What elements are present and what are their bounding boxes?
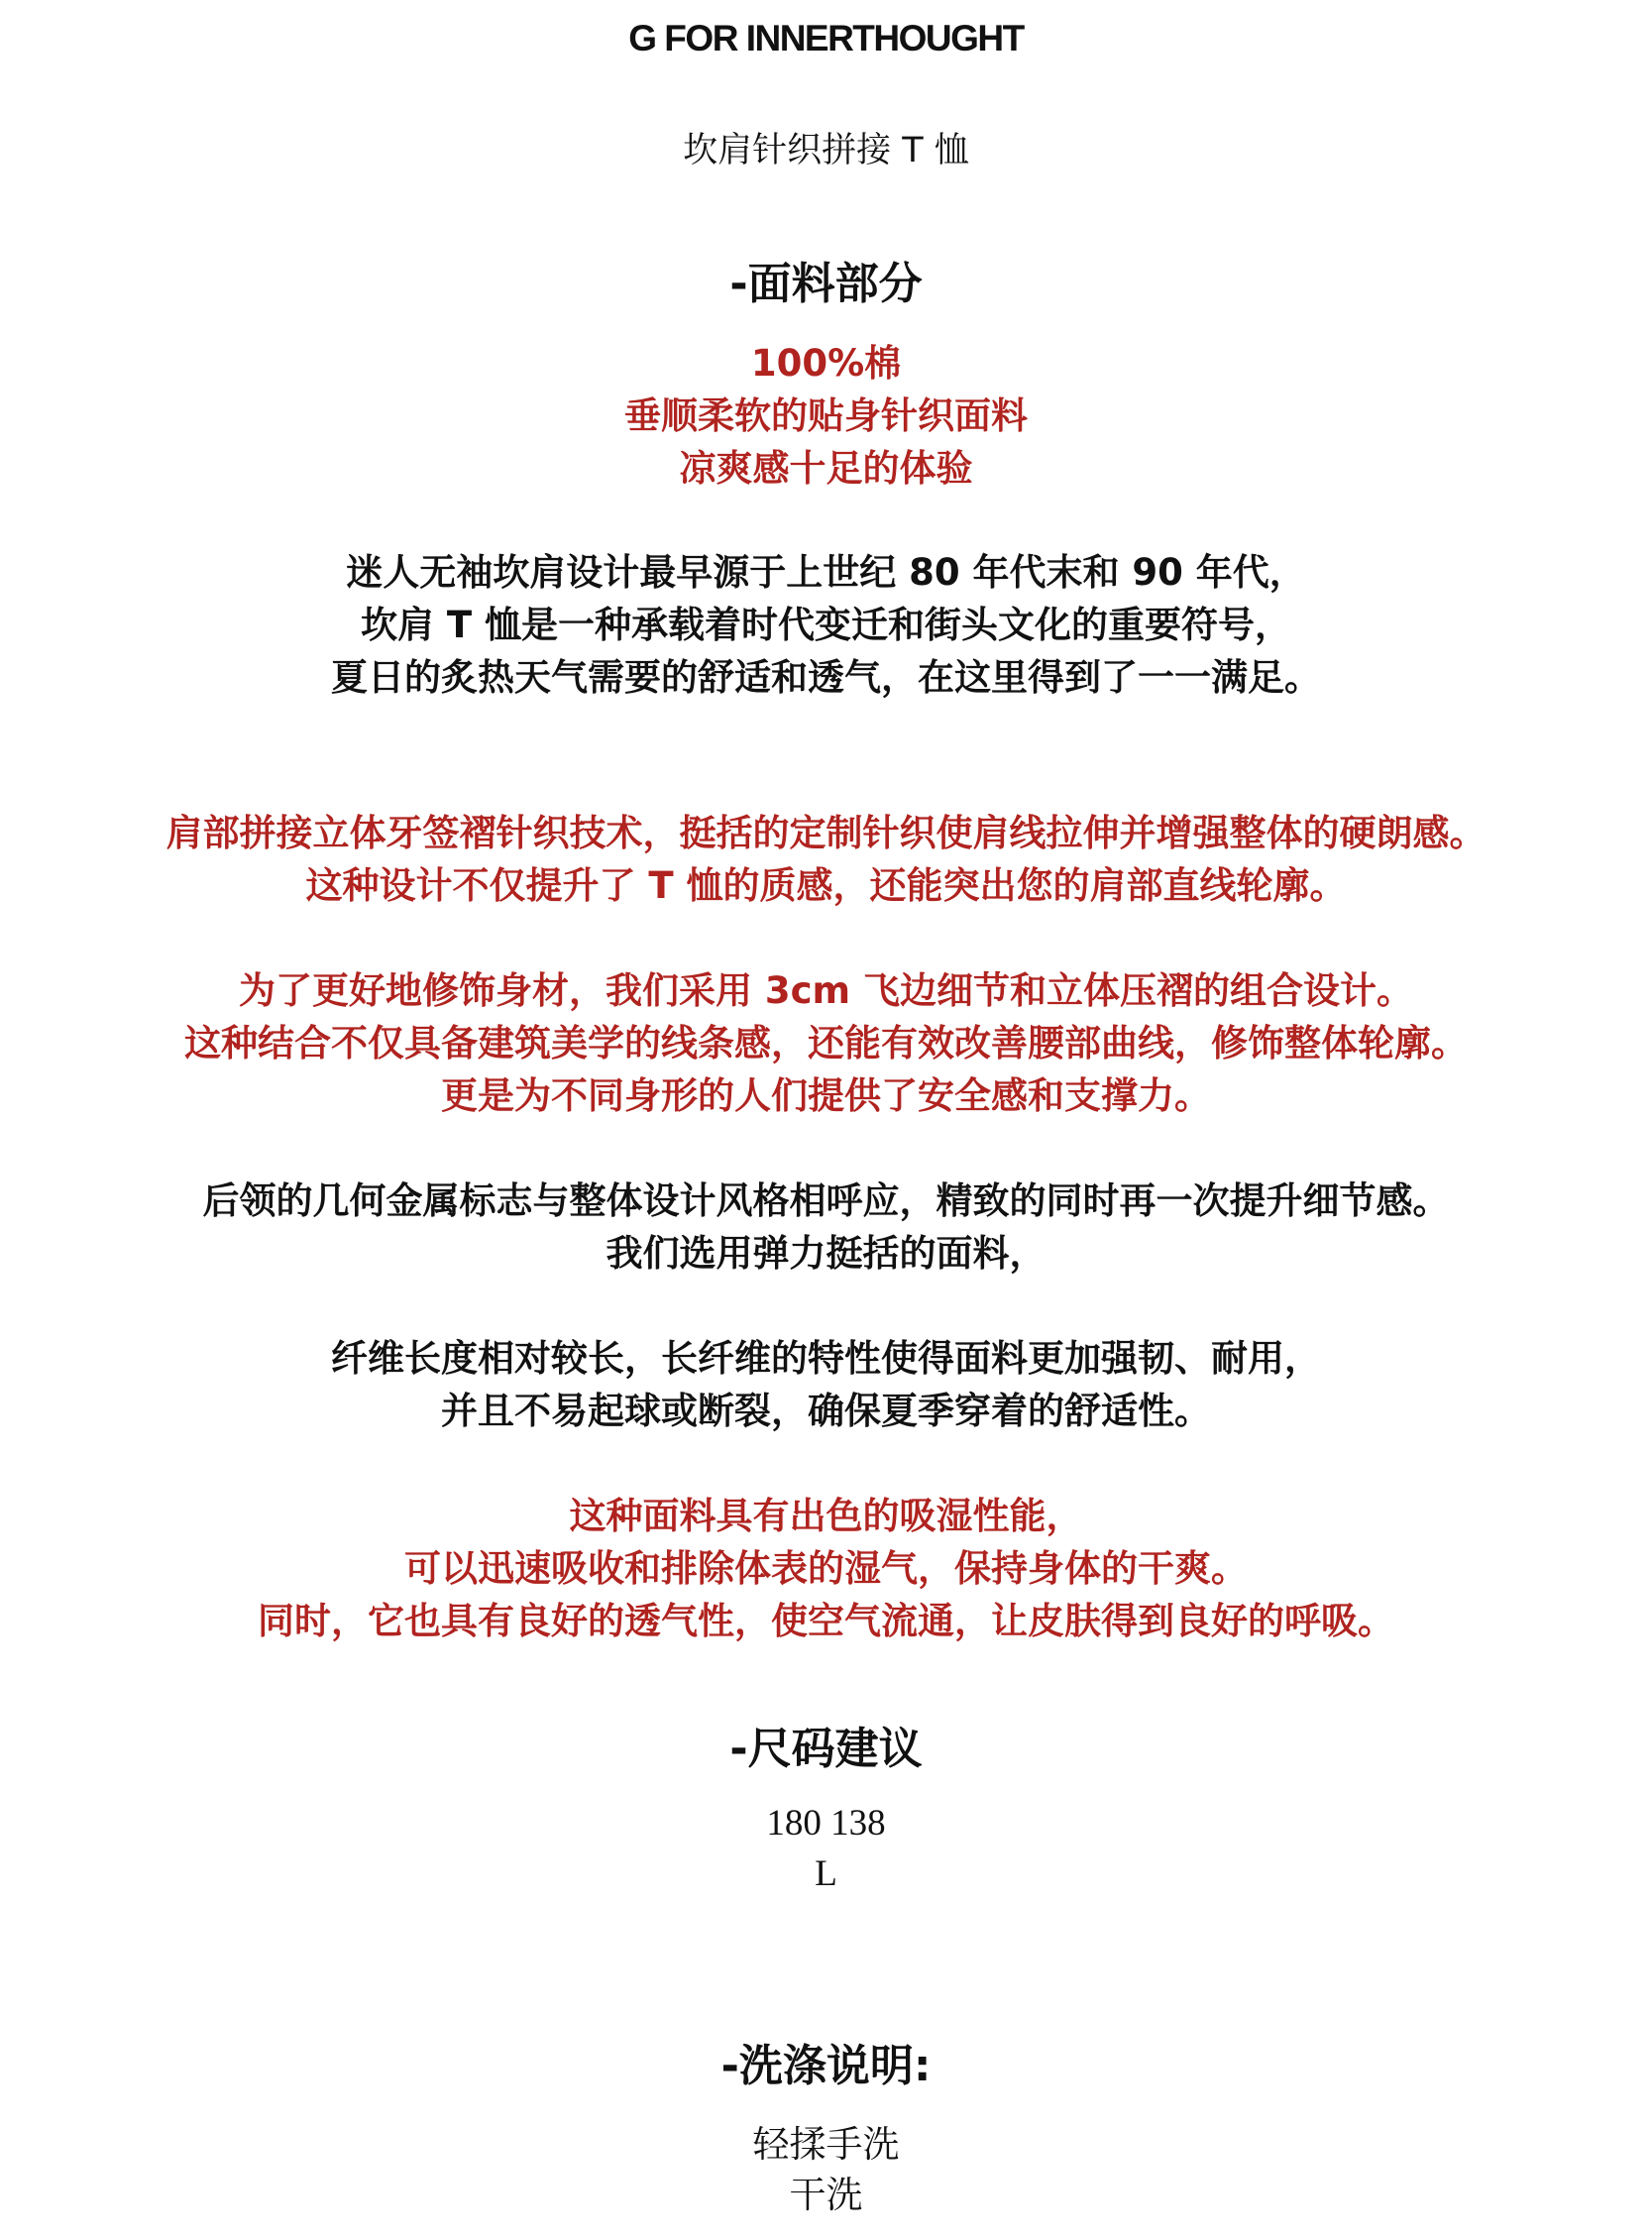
ruffle-line: 更是为不同身形的人们提供了安全感和支撑力。 bbox=[441, 1074, 1211, 1117]
fiber-line: 并且不易起球或断裂，确保夏季穿着的舒适性。 bbox=[441, 1390, 1211, 1432]
intro-line: 夏日的炙热天气需要的舒适和透气，在这里得到了一一满足。 bbox=[331, 656, 1321, 699]
intro-line: 迷人无袖坎肩设计最早源于上世纪 80 年代末和 90 年代， bbox=[346, 551, 1306, 594]
wash-instruction: 轻揉手洗 bbox=[752, 2123, 900, 2166]
product-name: 坎肩针织拼接 T 恤 bbox=[683, 131, 969, 170]
size-measurement: 180 138 bbox=[766, 1803, 886, 1844]
moisture-line: 同时，它也具有良好的透气性，使空气流通，让皮肤得到良好的呼吸。 bbox=[258, 1600, 1394, 1642]
wash-instruction: 干洗 bbox=[789, 2174, 863, 2216]
shoulder-line: 肩部拼接立体牙签褶针织技术，挺括的定制针织使肩线拉伸并增强整体的硬朗感。 bbox=[165, 812, 1487, 854]
ruffle-line: 这种结合不仅具备建筑美学的线条感，还能有效改善腰部曲线，修饰整体轮廓。 bbox=[184, 1022, 1468, 1064]
collar-line: 我们选用弹力挺括的面料， bbox=[606, 1232, 1046, 1275]
fabric-heading: -面料部分 bbox=[729, 259, 923, 309]
wash-heading: -洗涤说明: bbox=[720, 2041, 932, 2091]
fabric-highlight: 100%棉 bbox=[750, 342, 902, 385]
size-label: L bbox=[815, 1853, 837, 1894]
fabric-highlight: 垂顺柔软的贴身针织面料 bbox=[624, 394, 1028, 437]
intro-line: 坎肩 T 恤是一种承载着时代变迁和街头文化的重要符号， bbox=[361, 604, 1291, 646]
ruffle-line: 为了更好地修饰身材，我们采用 3cm 飞边细节和立体压褶的组合设计。 bbox=[239, 969, 1413, 1012]
moisture-line: 这种面料具有出色的吸湿性能， bbox=[569, 1495, 1083, 1537]
collar-line: 后领的几何金属标志与整体设计风格相呼应，精致的同时再一次提升细节感。 bbox=[202, 1179, 1450, 1222]
fabric-highlight: 凉爽感十足的体验 bbox=[679, 447, 973, 490]
moisture-line: 可以迅速吸收和排除体表的湿气，保持身体的干爽。 bbox=[404, 1547, 1248, 1590]
shoulder-line: 这种设计不仅提升了 T 恤的质感，还能突出您的肩部直线轮廓。 bbox=[305, 864, 1347, 907]
size-heading: -尺码建议 bbox=[729, 1724, 923, 1774]
brand-title: G FOR INNERTHOUGHT bbox=[628, 18, 1024, 58]
fiber-line: 纤维长度相对较长，长纤维的特性使得面料更加强韧、耐用， bbox=[331, 1337, 1321, 1380]
